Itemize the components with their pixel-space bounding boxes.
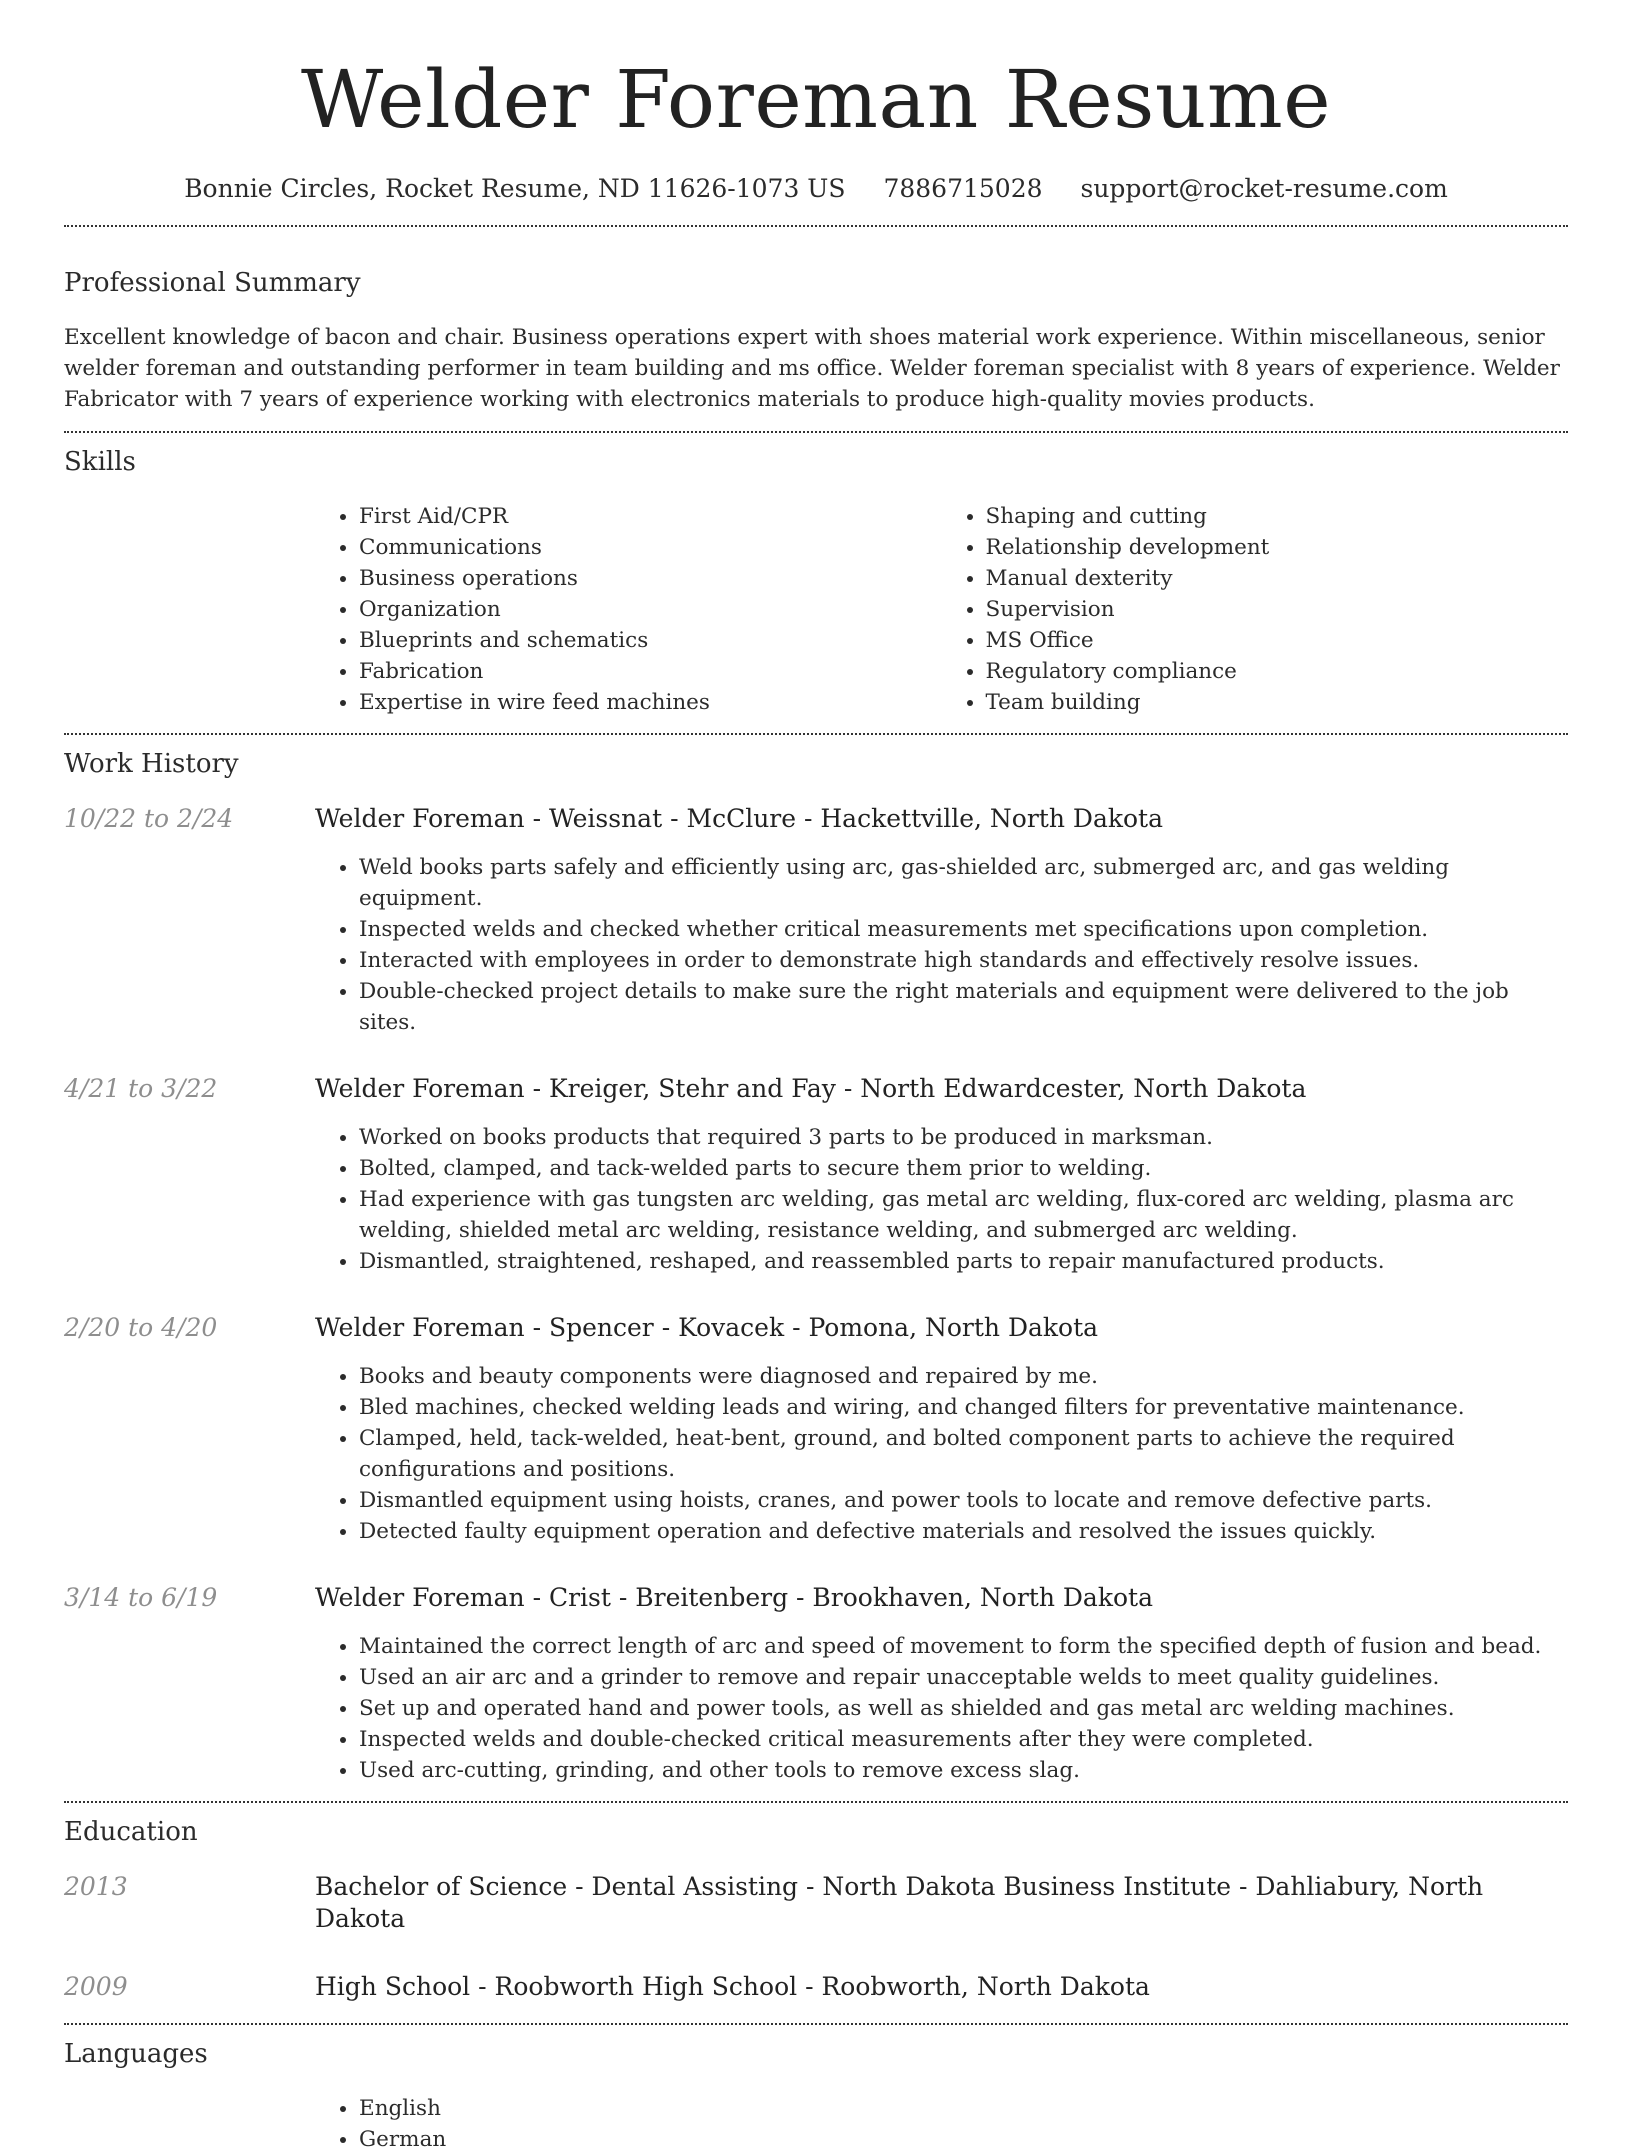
skills-grid xyxy=(315,501,1568,718)
job-dates: 4/21 to 3/22 xyxy=(64,1074,218,1103)
job-details xyxy=(315,1073,1568,1277)
job-title: Welder Foreman - Weissnat - McClure - Hackettville, North Dakota xyxy=(315,804,1163,833)
job-bullet: • Inspected welds and checked whether critical measurements met specifications upon completion. xyxy=(359,914,1568,945)
divider xyxy=(64,2023,1568,2025)
summary-section xyxy=(64,266,1568,415)
language-item: • English xyxy=(359,2093,1568,2124)
languages-block xyxy=(315,2093,1568,2155)
job-bullets xyxy=(315,1361,1568,1547)
skill-item: • Manual dexterity xyxy=(986,563,1569,594)
job-bullet: • Used arc-cutting, grinding, and other tools to remove excess slag. xyxy=(359,1755,1568,1786)
skill-item: • Regulatory compliance xyxy=(986,656,1569,687)
job-bullet: • Set up and operated hand and power tools, as well as shielded and gas metal arc welding machines. xyxy=(359,1693,1568,1724)
job-bullet: • Interacted with employees in order to demonstrate high standards and effectively resolve issues. xyxy=(359,945,1568,976)
skills-list-left xyxy=(315,501,942,718)
languages-section xyxy=(64,2037,1568,2155)
education-year: 2013 xyxy=(64,1872,128,1901)
skills-section xyxy=(64,445,1568,718)
divider xyxy=(64,733,1568,735)
job-bullet: • Bolted, clamped, and tack-welded parts to secure them prior to welding. xyxy=(359,1153,1568,1184)
skill-item: • Shaping and cutting xyxy=(986,501,1569,532)
skill-item: • MS Office xyxy=(986,625,1569,656)
job-bullet: • Dismantled, straightened, reshaped, and reassembled parts to repair manufactured products. xyxy=(359,1246,1568,1277)
job-details xyxy=(315,1582,1568,1786)
languages-heading: Languages xyxy=(64,2039,208,2069)
job-details xyxy=(315,1312,1568,1547)
education-year: 2009 xyxy=(64,1972,128,2001)
skills-list-right xyxy=(942,501,1569,718)
job-title: Welder Foreman - Spencer - Kovacek - Pomona, North Dakota xyxy=(315,1313,1099,1342)
job-dates: 2/20 to 4/20 xyxy=(64,1313,218,1342)
skill-item: • Team building xyxy=(986,687,1569,718)
skill-item: • Blueprints and schematics xyxy=(359,625,942,656)
skill-item: • First Aid/CPR xyxy=(359,501,942,532)
skill-item: • Organization xyxy=(359,594,942,625)
job-bullet: • Had experience with gas tungsten arc welding, gas metal arc welding, flux-cored arc welding, plasma arc welding, shielded metal arc welding, resistance welding, and submerged arc welding. xyxy=(359,1184,1568,1246)
job-bullet: • Worked on books products that required 3 parts to be produced in marksman. xyxy=(359,1122,1568,1153)
education-entry xyxy=(64,1871,1568,1935)
skill-item: • Business operations xyxy=(359,563,942,594)
job-bullets xyxy=(315,1631,1568,1786)
education-section xyxy=(64,1815,1568,2003)
job-bullet: • Bled machines, checked welding leads and wiring, and changed filters for preventative maintenance. xyxy=(359,1392,1568,1423)
job-dates: 10/22 to 2/24 xyxy=(64,804,234,833)
job-bullet: • Double-checked project details to make sure the right materials and equipment were delivered to the job sites. xyxy=(359,976,1568,1038)
education-degree: High School - Roobworth High School - Roobworth, North Dakota xyxy=(315,1972,1150,2001)
education-entry xyxy=(64,1971,1568,2003)
job-entry xyxy=(64,1582,1568,1786)
summary-text: Excellent knowledge of bacon and chair. Business operations expert with shoes material work experience. Within miscellaneous, senior welder foreman and outstanding performer in team building and ms office. Welder foreman specialist with 8 years of experience. Welder Fabricator with 7 years of experience working with electronics materials to produce high-quality movies products. xyxy=(64,325,1560,412)
summary-heading: Professional Summary xyxy=(64,268,361,298)
job-bullet: • Weld books parts safely and efficiently using arc, gas-shielded arc, submerged arc, and gas welding equipment. xyxy=(359,852,1568,914)
work-history-section xyxy=(64,747,1568,1786)
job-title: Welder Foreman - Kreiger, Stehr and Fay - North Edwardcester, North Dakota xyxy=(315,1074,1307,1103)
job-bullet: • Detected faulty equipment operation and defective materials and resolved the issues quickly. xyxy=(359,1516,1568,1547)
job-entry xyxy=(64,1073,1568,1277)
work-history-heading: Work History xyxy=(64,749,239,779)
job-entry xyxy=(64,1312,1568,1547)
job-bullets xyxy=(315,852,1568,1038)
skill-item: • Expertise in wire feed machines xyxy=(359,687,942,718)
skill-item: • Supervision xyxy=(986,594,1569,625)
job-title: Welder Foreman - Crist - Breitenberg - Brookhaven, North Dakota xyxy=(315,1583,1153,1612)
job-bullet: • Books and beauty components were diagnosed and repaired by me. xyxy=(359,1361,1568,1392)
resume-title: Welder Foreman Resume xyxy=(300,53,1332,146)
job-bullet: • Maintained the correct length of arc and speed of movement to form the specified depth of fusion and bead. xyxy=(359,1631,1568,1662)
phone-text: 7886715028 xyxy=(883,174,1043,203)
languages-list xyxy=(315,2093,1568,2155)
email-text: support@rocket-resume.com xyxy=(1080,174,1448,203)
job-bullet: • Dismantled equipment using hoists, cranes, and power tools to locate and remove defective parts. xyxy=(359,1485,1568,1516)
job-entry xyxy=(64,803,1568,1038)
education-degree: Bachelor of Science - Dental Assisting - North Dakota Business Institute - Dahliabury, North Dakota xyxy=(315,1872,1484,1933)
job-dates: 3/14 to 6/19 xyxy=(64,1583,218,1612)
job-bullet: • Inspected welds and double-checked critical measurements after they were completed. xyxy=(359,1724,1568,1755)
job-bullet: • Used an air arc and a grinder to remove and repair unacceptable welds to meet quality guidelines. xyxy=(359,1662,1568,1693)
skill-item: • Fabrication xyxy=(359,656,942,687)
job-details xyxy=(315,803,1568,1038)
job-bullet: • Clamped, held, tack-welded, heat-bent, ground, and bolted component parts to achieve the required configurations and positions. xyxy=(359,1423,1568,1485)
divider xyxy=(64,1801,1568,1803)
job-bullets xyxy=(315,1122,1568,1277)
skill-item: • Communications xyxy=(359,532,942,563)
skills-heading: Skills xyxy=(64,447,136,477)
education-heading: Education xyxy=(64,1817,198,1847)
language-item: • German xyxy=(359,2124,1568,2155)
skill-item: • Relationship development xyxy=(986,532,1569,563)
divider xyxy=(64,431,1568,433)
divider xyxy=(64,225,1568,227)
contact-line xyxy=(64,172,1568,206)
address-text: Bonnie Circles, Rocket Resume, ND 11626-1073 US xyxy=(184,174,846,203)
